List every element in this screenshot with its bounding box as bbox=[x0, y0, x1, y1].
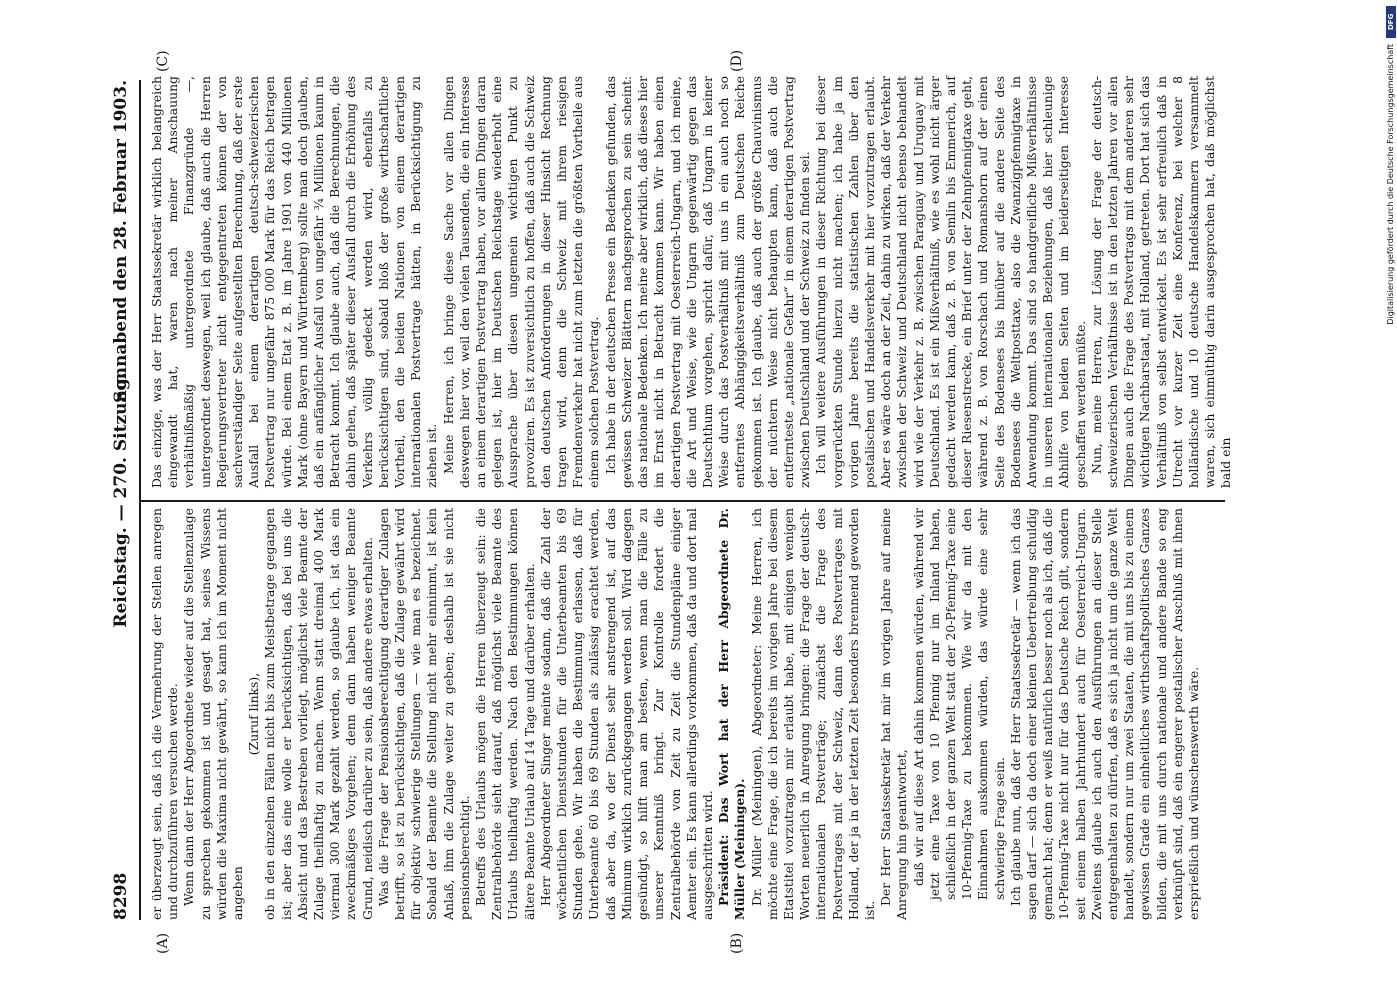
digitization-note: Digitalisierung gefördert durch die Deutsche Forschungsgemeinschaft bbox=[1386, 44, 1395, 325]
left-column bbox=[149, 508, 1219, 920]
speaker-paragraph: Präsident: Das Wort hat der Herr Abgeordnete Dr. Müller (Meiningen). bbox=[715, 508, 747, 920]
column-divider bbox=[141, 500, 1225, 502]
paragraph: er überzeugt sein, daß ich die Vermehrung der Stellen anregen und durchzuführen versuchen werde. bbox=[148, 508, 180, 920]
right-column bbox=[148, 76, 1233, 488]
paragraph: Ich will weitere Ausführungen in dieser Richtung bei dieser vorgerückten Stunde hierzu nicht machen; ich habe ja im vorigen Jahre bereits die statistischen Zahlen über den postalischen und Handelsverkehr mit hier vorzutragen erlaubt. Aber es wäre doch an der Zeit, dahin zu wirken, daß der Verkehr zwischen der Schweiz und Deutschland nicht ebenso behandelt wird wie der Verkehr z. B. zwischen Paraguay und Uruguay mit Deutschland. Es ist ein Mißverhältniß, wie es wohl nicht ärger gedacht werden kann, daß z. B. von Semlin bis Emmerich, auf dieser Riesenstrecke, ein Brief unter der Zehnpfennigtaxe geht, während z. B. von Rorschach und Romanshorn auf der einen Seite des Bodensees bis hinüber auf die andere Seite des Bodensees die Weltposttaxe, also die Zwanzigpfennigtaxe in Anwendung kommt. Das sind so handgreifliche Mißverhältnisse in unseren internationalen Beziehungen, daß hier schleunige Abhilfe von beiden Seiten und im beiderseitigen Interesse geschaffen werden müßte. bbox=[812, 76, 1088, 488]
margin-marker-d: (D) bbox=[728, 49, 745, 72]
paragraph: Der Herr Staatssekretär hat mir im vorigen Jahre auf meine Anregung hin geantwortet, bbox=[877, 508, 909, 920]
page-number: 8298 bbox=[110, 872, 131, 920]
margin-marker-c: (C) bbox=[154, 50, 171, 72]
quote-paragraph: daß wir auf diese Art dahin kommen würden, während wir jetzt eine Taxe von 10 Pfennig nur im Inland haben, schließlich in der ganzen Welt statt der 20-Pfennig-Taxe eine 10-Pfennig-Taxe zu bekommen. Wie wir da mit den Einnahmen auskommen würden, das würde eine sehr schwierige Frage sein. bbox=[910, 508, 1007, 900]
rotated-page bbox=[49, 40, 1349, 960]
paragraph: Das einzige, was der Herr Staatssekretär wirklich belangreich eingewandt hat, waren nach meiner Anschauung verhältnißmäßig untergeordnete Finanzgründe —, untergeordnet deswegen, weil ich glaube, daß auch die Herren Regierungsvertreter nicht entgegentreten können der von sachverständiger Seite aufgestellten Berechnung, daß der erste Ausfall bei einem derartigen deutsch-schweizerischen Postvertrag nur ungefähr 875 000 Mark für das Reich betragen würde. Bei einem Etat z. B. im Jahre 1901 von 440 Millionen Mark (ohne Bayern und Württemberg) sollte man doch glauben, daß ein anfänglicher Ausfall von ungefähr ¾ Millionen kaum in Betracht kommt. Ich glaube auch, daß die Berechnungen, die dahin gehen, daß später dieser Ausfall durch die Erhöhung des Verkehrs völlig gedeckt werden wird, ebenfalls zu berücksichtigen sind, sobald bloß der große wirthschaftliche Vortheil, den die beiden Nationen von einem derartigen internationalen Postvertrage hätten, in Berücksichtigung zu ziehen ist. bbox=[148, 76, 439, 488]
dfg-logo: DFG bbox=[1386, 6, 1396, 38]
paragraph: Herr Abgeordneter Singer meinte sodann, daß die Zahl der wöchentlichen Dienststunden für die Unterbeamten bis 69 Stunden gehe. Wir haben die Bestimmung erlassen, daß für Unterbeamte 60 bis 69 Stunden als zulässig erachtet werden, daß aber da, wo der Dienst sehr anstrengend ist, auf das Minimum wirklich zurückgegangen werden soll. Wird dagegen gesündigt, so hilft man am besten, wenn man die Fälle zu unserer Kenntniß bringt. Zur Kontrolle fordert die Zentralbehörde von Zeit zu Zeit die Stundenpläne einiger Aemter ein. Es kann allerdings vorkommen, daß da und dort mal ausgeschritten wird. bbox=[537, 508, 715, 920]
margin-marker-a: (A) bbox=[154, 932, 171, 954]
margin-marker-b: (B) bbox=[728, 932, 745, 954]
session-date: Sonnabend den 28. Februar 1903. bbox=[110, 80, 131, 403]
paragraph: Nun, meine Herren, zur Lösung der Frage der deutsch-schweizerischen Verhältnisse ist in den letzten Jahren vor allen Dingen auch die Frage des Postvertrags mit dem anderen sehr wichtigen Nachbarstaat, mit Holland, getreten. Dort hat sich das Verhältniß von selbst entwickelt. Es ist sehr erfreulich daß in Utrecht vor kurzer Zeit eine Konferenz, bei welcher 8 holländische und 10 deutsche Handelskammern versammelt waren, sich einmüthig darin ausgesprochen hat, daß möglichst bald ein bbox=[1088, 76, 1233, 488]
paragraph: Meine Herren, ich bringe diese Sache vor allen Dingen deswegen hier vor, weil den vielen Tausenden, die ein Interesse an einem derartigen Postvertrag haben, vor allem Dingen daran gelegen ist, hier im Deutschen Reichstage wiederholt eine Aussprache über diesen ungemein wichtigen Punkt zu provoziren. Es ist zuversichtlich zu hoffen, daß auch die Schweiz den deutschen Anforderungen in dieser Hinsicht Rechnung tragen wird, denn die Schweiz mit ihrem riesigen Fremdenverkehr hat nicht zum letzten die größten Vortheile aus einem solchen Postvertrag. bbox=[440, 76, 601, 488]
paragraph: Was die Frage der Pensionsberechtigung derartiger Zulagen betrifft, so ist zu berücksichtigen, daß die Zulage gewährt wird für objektiv schwierige Stellungen — wie man es bezeichnet. Sobald der Beamte die Stellung nicht mehr einnimmt, ist kein Anlaß, ihm die Zulage weiter zu geben; deshalb ist sie nicht pensionsberechtigt. bbox=[375, 508, 472, 920]
speaker-paragraph: Dr. Müller (Meiningen), Abgeordneter: Meine Herren, ich möchte eine Frage, die ich bereits im vorigen Jahre bei diesem Etatstitel vorzutragen mir erlaubt habe, mit einigen wenigen Worten neuerlich in Anregung bringen: die Frage der deutsch-internationalen Postverträge; zunächst die Frage des Postvertrages mit der Schweiz, dann des Postvertrages mit Holland, der ja in der letzten Zeit besonders brennend geworden ist. bbox=[748, 508, 877, 920]
interjection: (Zuruf links), bbox=[245, 672, 261, 756]
paragraph: Wenn dann der Herr Abgeordnete wieder auf die Stellenzulage zu sprechen gekommen ist und gesagt hat, seines Wissens würden die Maxima nicht gewährt, so kann ich im Moment nicht angeben bbox=[180, 508, 245, 920]
paragraph: ob in den einzelnen Fällen nicht bis zum Meistbetrage gegangen ist; aber das eine wolle er berücksichtigen, daß bei uns die Absicht und das Bestreben vorliegt, möglichst viele Beamte der Zulage theilhaftig zu machen. Wenn statt dreimal 400 Mark viermal 300 Mark gezahlt werden, so glaube ich, ist das ein zweckmäßiges Vorgehen; denn dann haben weniger Beamte Grund, neidisch darüber zu sein, daß andere etwas erhalten. bbox=[261, 508, 375, 920]
session-title: Reichstag. — 270. Sitzung. bbox=[110, 372, 131, 628]
paragraph: Ich habe in der deutschen Presse ein Bedenken gefunden, das gewissen Schweizer Blättern nachgesprochen zu sein scheint: das nationale Bedenken. Ich meine aber wirklich, daß dieses hier im Ernst nicht in Betracht kommen kann. Wir haben einen derartigen Postvertrag mit Oesterreich-Ungarn, und ich meine, die Art und Weise, wie die Ungarn gegenwärtig gegen das Deutschthum vorgehen, spricht dafür, daß Ungarn in keiner Weise durch das Postverhältniß mit uns in ein auch noch so entferntes Abhängigkeitsverhältniß zum Deutschen Reiche gekommen ist. Ich glaube, daß auch der größte Chauvinismus der nüchtern Weise nicht behaupten kann, daß auch die entfernteste „nationale Gefahr“ in einem derartigen Postvertrag zwischen Deutschland und der Schweiz zu finden sei. bbox=[602, 76, 812, 488]
paragraph: Betreffs des Urlaubs mögen die Herren überzeugt sein: die Zentralbehörde sieht darauf, daß möglichst viele Beamte des Urlaubs theilhaftig werden. Nach den Bestimmungen können ältere Beamte Urlaub auf 14 Tage und darüber erhalten. bbox=[472, 508, 537, 920]
paragraph: Ich glaube nun, daß der Herr Staatssekretär — wenn ich das sagen darf — sich da doch einer kleinen Uebertreibung schuldig gemacht hat; denn er weiß natürlich besser noch als ich, daß die 10-Pfennig-Taxe nicht nur für das Deutsche Reich gilt, sondern seit einem halben Jahrhundert auch für Oesterreich-Ungarn. Zweitens glaube ich auch den Ausführungen an dieser Stelle entgegenhalten zu dürfen, daß es sich ja nicht um die ganze Welt handelt, sondern nur um zwei Staaten, die mit uns bis zu einem gewissen Grade ein einheitliches wirthschaftspolitisches Ganzes bilden, die mit uns durch nationale und andere Bande so eng verknüpft sind, daß ein engerer postalischer Anschluß mit ihnen ersprießlich und wünschenswerth wäre. bbox=[1007, 508, 1201, 920]
digitization-sidebar bbox=[1386, 0, 1397, 1000]
page-header bbox=[111, 80, 135, 920]
